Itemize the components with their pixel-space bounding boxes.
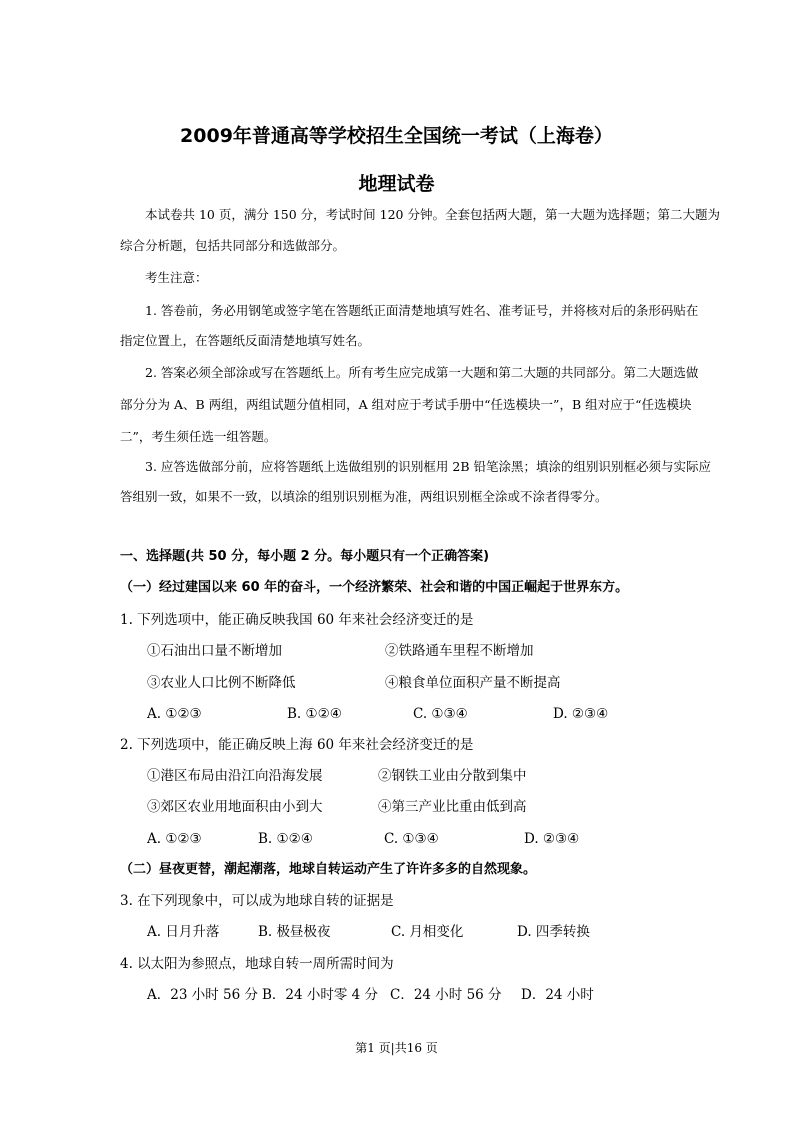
q2-item: ②钢铁工业由分散到集中: [378, 768, 527, 784]
q1-item: ③农业人口比例不断降低: [147, 675, 296, 691]
group-heading: （二）昼夜更替，潮起潮落，地球自转运动产生了许许多多的自然现象。: [120, 862, 537, 877]
question-stem: 4. 以太阳为参照点，地球自转一周所需时间为: [120, 956, 394, 972]
q2-item: ③郊区农业用地面积由小到大: [147, 799, 323, 815]
notice-label: 考生注意：: [145, 270, 208, 285]
note-line: 2. 答案必须全部涂或写在答题纸上。所有考生应完成第一大题和第二大题的共同部分。第二大题选做: [145, 365, 699, 380]
question-stem: 2. 下列选项中，能正确反映上海 60 年来社会经济变迁的是: [120, 737, 474, 753]
note-line: 部分分为 A、B 两组，两组试题分值相同，A 组对应于考试手册中“任选模块一”，B 组对应于“任选模块: [120, 397, 692, 412]
intro-line: 本试卷共 10 页，满分 150 分，考试时间 120 分钟。全套包括两大题，第一大题为选择题；第二大题为: [145, 207, 720, 222]
q4-choice-b: B．24 小时零 4 分: [262, 987, 379, 1003]
q1-choice-b: B. ①②④: [287, 706, 342, 722]
section-heading: 一、选择题(共 50 分，每小题 2 分。每小题只有一个正确答案): [120, 549, 490, 564]
q4-choice-a: A．23 小时 56 分: [147, 987, 258, 1003]
q1-item: ④粮食单位面积产量不断提高: [385, 675, 561, 691]
q1-choice-c: C. ①③④: [413, 706, 468, 722]
exam-title: 2009年普通高等学校招生全国统一考试（上海卷）: [180, 125, 613, 147]
q1-item: ②铁路通车里程不断增加: [385, 643, 534, 659]
q1-choice-d: D. ②③④: [553, 706, 609, 722]
question-stem: 1. 下列选项中，能正确反映我国 60 年来社会经济变迁的是: [120, 612, 474, 628]
q2-item: ④第三产业比重由低到高: [378, 799, 527, 815]
q1-choice-a: A. ①②③: [147, 706, 202, 722]
intro-line: 综合分析题，包括共同部分和选做部分。: [120, 238, 346, 253]
question-stem: 3. 在下列现象中，可以成为地球自转的证据是: [120, 893, 394, 909]
q3-choice-d: D. 四季转换: [517, 924, 590, 940]
page-footer: 第1 页|共16 页: [355, 1041, 438, 1055]
note-line: 指定位置上，在答题纸反面清楚地填写姓名。: [120, 333, 371, 348]
q3-choice-a: A. 日月升落: [147, 924, 220, 940]
q2-choice-a: A. ①②③: [147, 831, 202, 847]
note-line: 答组别一致，如果不一致，以填涂的组别识别框为准，两组识别框全涂或不涂者得零分。: [120, 489, 608, 504]
note-line: 1. 答卷前，务必用钢笔或签字笔在答题纸正面清楚地填写姓名、准考证号，并将核对后的条形码贴在: [145, 303, 699, 318]
q4-choice-d: D．24 小时: [521, 987, 594, 1003]
group-heading: （一）经过建国以来 60 年的奋斗，一个经济繁荣、社会和谐的中国正崛起于世界东方。: [120, 580, 629, 595]
q4-choice-c: C．24 小时 56 分: [390, 987, 502, 1003]
q2-choice-c: C. ①③④: [384, 831, 439, 847]
exam-subtitle: 地理试卷: [358, 173, 435, 195]
note-line: 二”，考生须任选一组答题。: [120, 429, 277, 444]
q2-item: ①港区布局由沿江向沿海发展: [147, 768, 323, 784]
q3-choice-c: C. 月相变化: [391, 924, 464, 940]
q2-choice-b: B. ①②④: [258, 831, 313, 847]
q1-item: ①石油出口量不断增加: [147, 643, 282, 659]
q3-choice-b: B. 极昼极夜: [258, 924, 331, 940]
q2-choice-d: D. ②③④: [524, 831, 580, 847]
note-line: 3. 应答选做部分前，应将答题纸上选做组别的识别框用 2B 铅笔涂黑；填涂的组别识别框必须与实际应: [145, 459, 711, 474]
